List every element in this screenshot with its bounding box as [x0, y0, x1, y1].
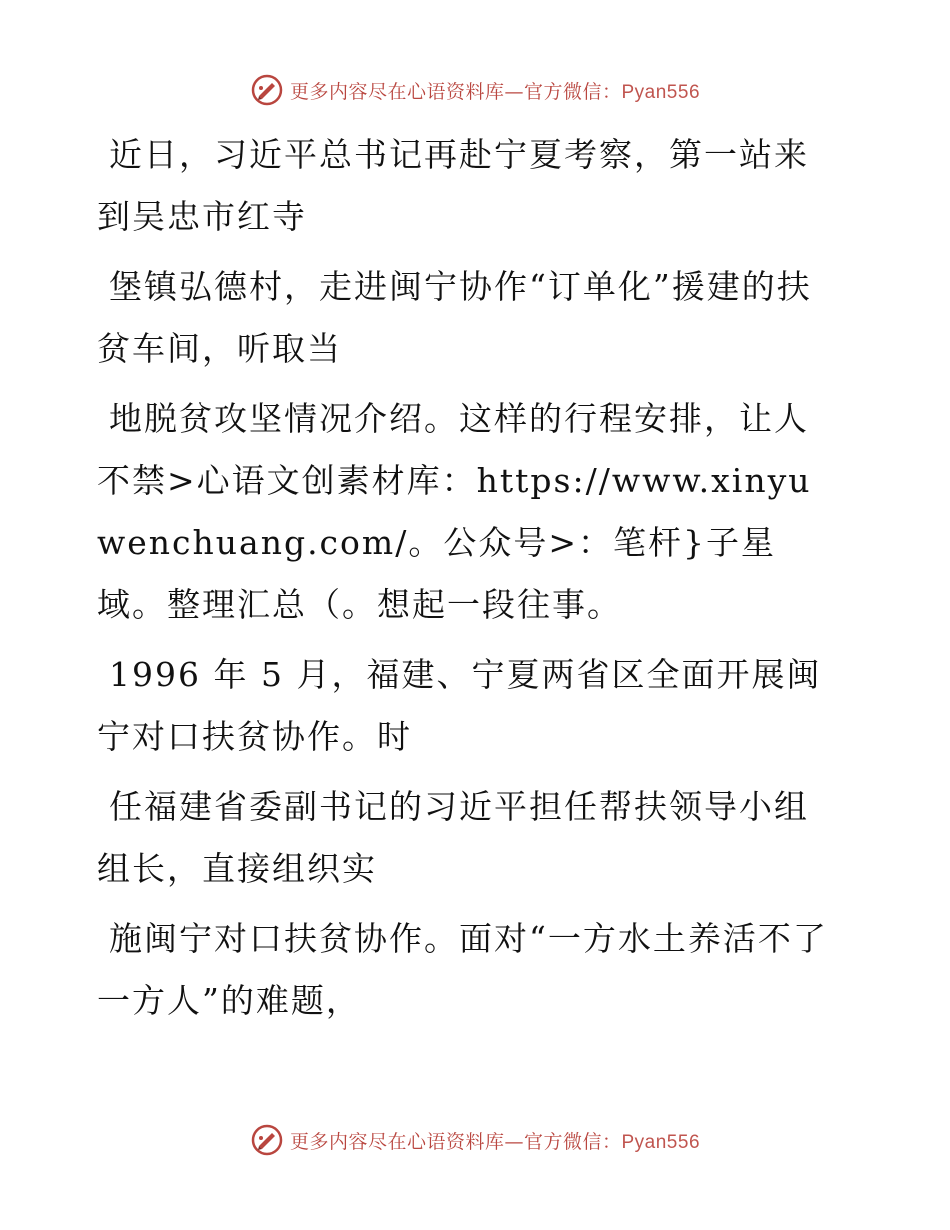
footer-brand: 更多内容尽在心语资料库: [289, 1130, 505, 1153]
header-contact-id: Pyan556: [621, 81, 701, 103]
footer-separator: —: [504, 1130, 524, 1153]
article-body: [97, 124, 837, 1040]
header-contact-label: 官方微信：: [523, 80, 622, 103]
header-watermark: [0, 70, 950, 110]
paragraph-3: 地脱贫攻坚情况介绍。这样的行程安排，让人不禁>心语文创素材库：https://www.xinyuwenchuang.com/。公众号>：笔杆}子星域。整理汇总（。想起一段往事。: [97, 399, 812, 624]
header-separator: —: [504, 80, 524, 103]
footer-contact-id: Pyan556: [621, 1131, 701, 1153]
paragraph-1: 近日，习近平总书记再赴宁夏考察，第一站来到吴忠市红寺: [97, 135, 809, 236]
paragraph-2: 堡镇弘德村，走进闽宁协作“订单化”援建的扶贫车间，听取当: [97, 267, 812, 368]
footer-watermark: [0, 1120, 950, 1160]
header-brand: 更多内容尽在心语资料库: [289, 80, 505, 103]
paragraph-6: 施闽宁对口扶贫协作。面对“一方水土养活不了一方人”的难题，: [97, 919, 828, 1020]
pen-logo-icon: [250, 73, 284, 107]
pen-logo-icon: [250, 1123, 284, 1157]
footer-contact-label: 官方微信：: [523, 1130, 622, 1153]
paragraph-4: 1996 年 5 月，福建、宁夏两省区全面开展闽宁对口扶贫协作。时: [97, 655, 822, 756]
paragraph-5: 任福建省委副书记的习近平担任帮扶领导小组组长，直接组织实: [97, 787, 809, 888]
